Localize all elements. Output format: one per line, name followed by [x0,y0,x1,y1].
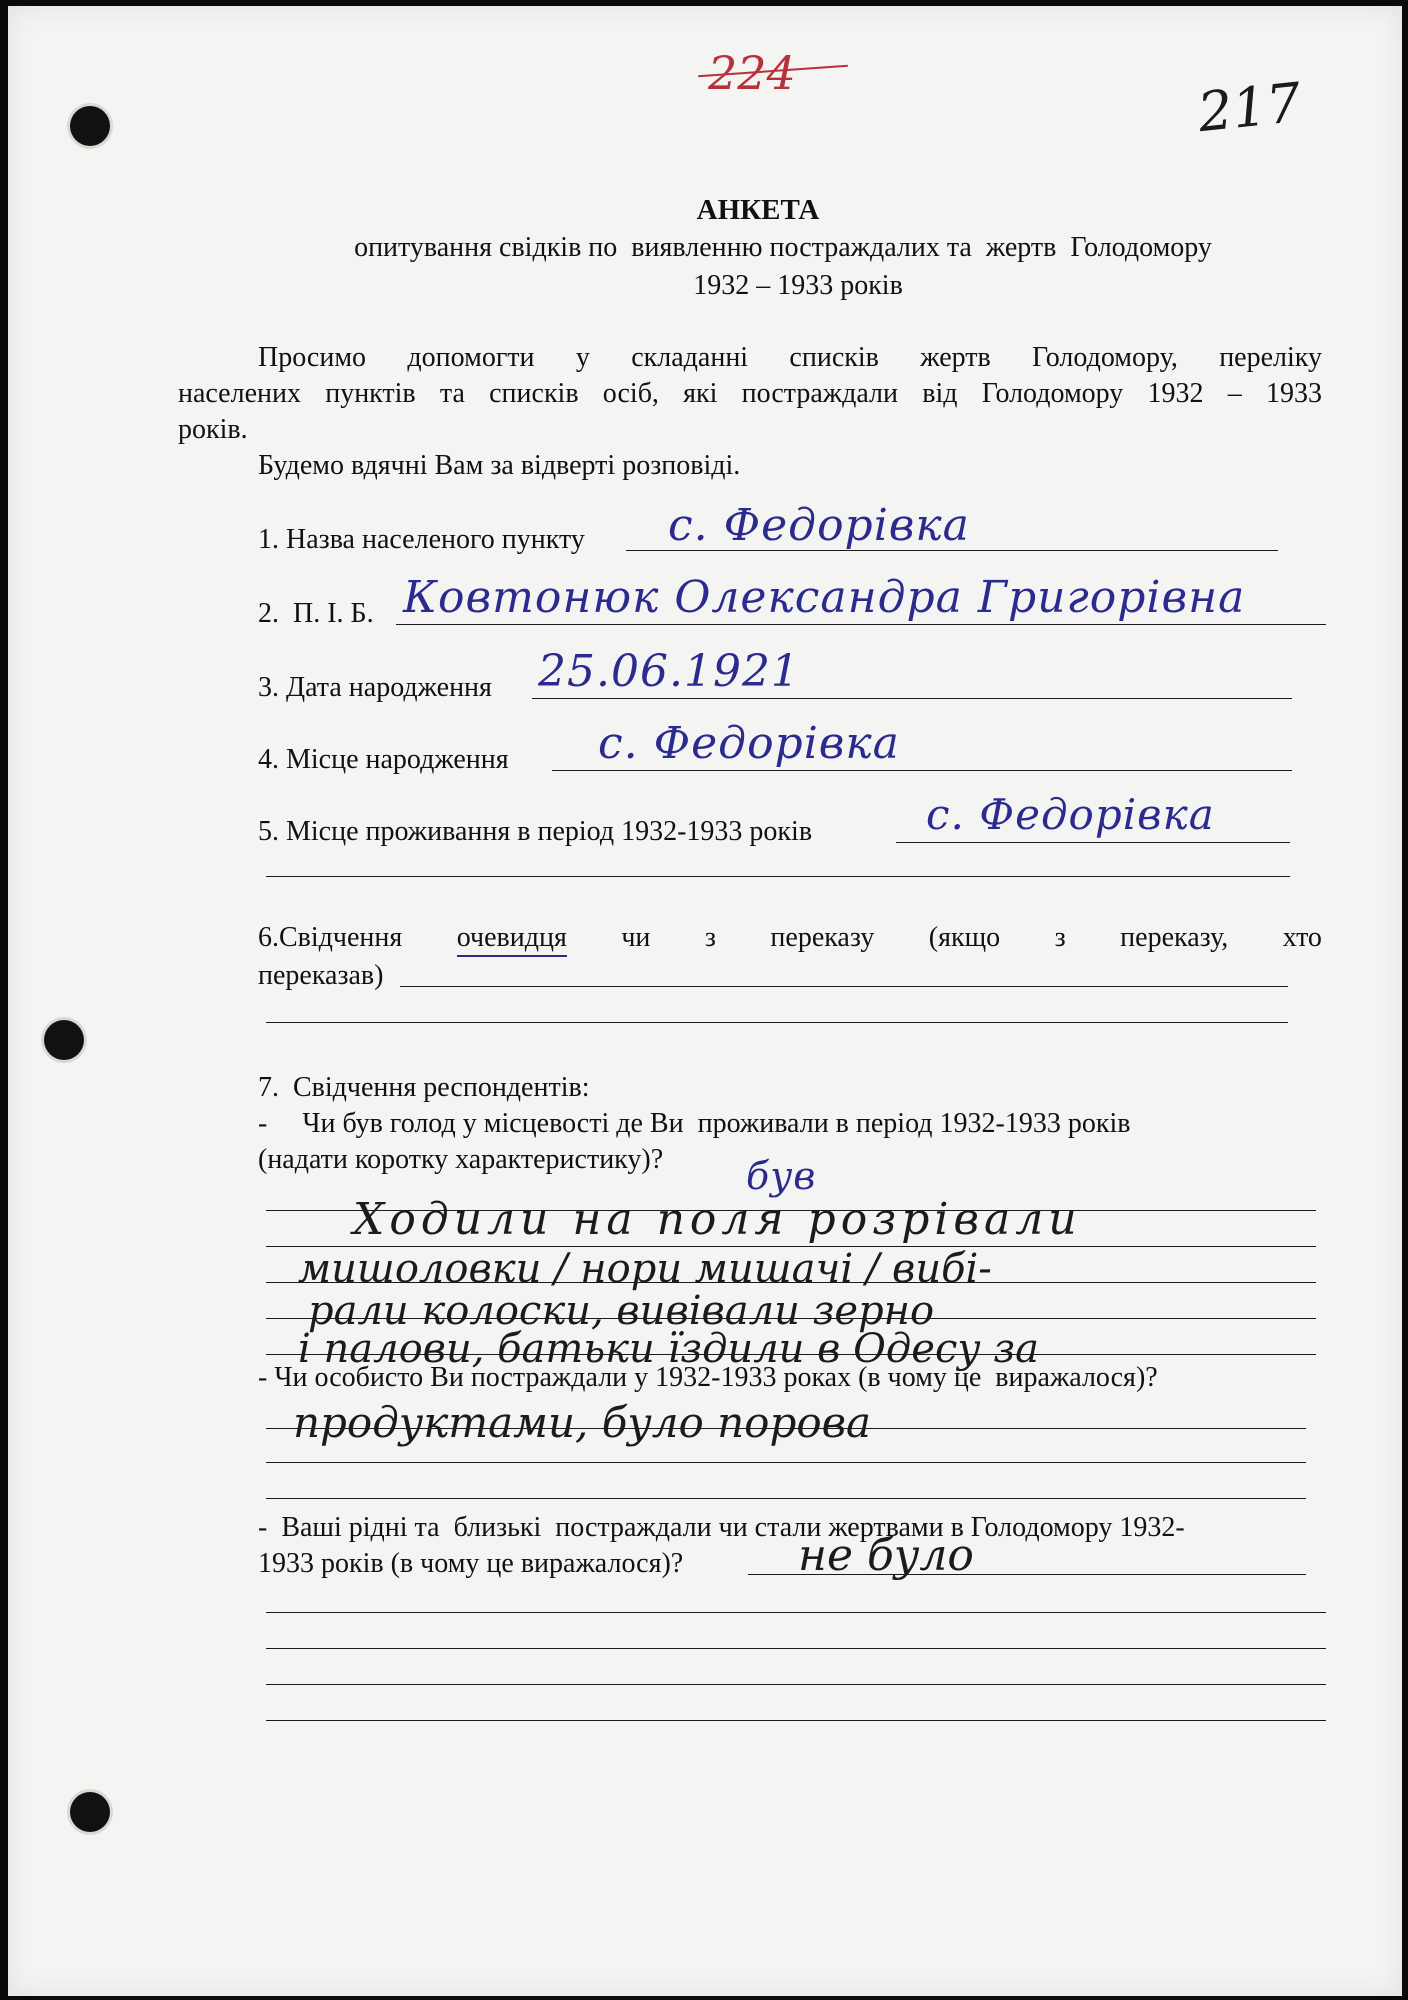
answer-line-7 [266,1462,1306,1463]
q4-label: 4. Місце народження [258,744,509,775]
struck-archive-number: 224 [708,46,796,100]
answer-line-8 [266,1498,1306,1499]
q6-word: чи [621,922,651,953]
q5-label: 5. Місце проживання в період 1932-1933 років [258,816,813,847]
q7-label: 7. Свідчення респондентів: [258,1072,590,1103]
form-subtitle-1: опитування свідків по виявленню постраждалих та жертв Голодомору [354,232,1212,263]
q6-word: 6.Свідчення [258,922,403,953]
q6-underline-2 [266,1022,1288,1023]
q3-handwritten-value: 25.06.1921 [538,646,800,697]
q6-word: переказу, [1120,922,1229,953]
answer-line-6 [266,1428,1306,1429]
q6-word: з [704,922,716,953]
q2-underline [396,624,1326,625]
answer-line-12 [266,1684,1326,1685]
punch-hole-top [70,106,110,146]
punch-hole-bottom [70,1792,110,1832]
answer3-handwritten: не було [798,1530,974,1581]
q6-word: переказу [770,922,875,953]
q7-sub2: - Чи особисто Ви постраждали у 1932-1933 роках (в чому це виражалося)? [258,1362,1158,1393]
q6-underline [400,986,1288,987]
answer-line-13 [266,1720,1326,1721]
q6-word: хто [1282,922,1322,953]
intro-line-2: населених пунктів та списків осіб, які постраждали від Голодомору 1932 – 1933 [178,378,1322,409]
q2-label: 2. П. І. Б. [258,598,374,629]
q7-sub3-line-2: 1933 років (в чому це виражалося)? [258,1548,684,1579]
q6-word: з [1054,922,1066,953]
q6-word: (якщо [928,922,1001,953]
q5-underline-2 [266,876,1290,877]
q1-label: 1. Назва населеного пункту [258,524,585,555]
q3-label: 3. Дата народження [258,672,492,703]
answer1-handwritten-line-3: рали колоски, вивівали зерно [308,1288,935,1334]
answer-line-9 [748,1574,1306,1575]
q7-sub1-line-1: - Чи був голод у місцевості де Ви проживали в період 1932-1933 років [258,1108,1131,1139]
q1-handwritten-value: с. Федорівка [668,500,970,551]
archive-page-number: 217 [1194,70,1305,145]
answer1-handwritten-line-5: продуктами, було порова [293,1398,872,1447]
q7-sub1-line-2: (надати коротку характеристику)? [258,1144,664,1175]
q4-handwritten-value: с. Федорівка [598,718,900,769]
answer1-handwritten-line-4: і палови, батьки їздили в Одесу за [298,1326,1039,1372]
q6-line-2: переказав) [258,960,384,991]
answer-line-11 [266,1648,1326,1649]
answer1-handwritten-line-1: Ходили на поля розрівали [353,1194,1082,1245]
q7-sub3-line-1: - Ваші рідні та близькі постраждали чи стали жертвами в Голодомору 1932- [258,1512,1185,1543]
document-page [8,6,1402,1996]
answer1-top-word: був [746,1154,817,1198]
form-subtitle-2: 1932 – 1933 років [693,270,903,301]
answer1-handwritten-line-2: мишоловки / нори мишачі / вибі- [298,1246,992,1292]
intro-line-1: Просимо допомогти у складанні списків жертв Голодомору, переліку [258,342,1322,373]
form-title: АНКЕТА [696,194,820,226]
q6-line-1 [258,920,1322,957]
q3-underline [532,698,1292,699]
q6-word-eyewitness: очевидця [457,920,567,957]
intro-line-4: Будемо вдячні Вам за відверті розповіді. [258,450,741,481]
answer-line-10 [266,1612,1326,1613]
q5-underline [896,842,1290,843]
q4-underline [552,770,1292,771]
q5-handwritten-value: с. Федорівка [926,790,1215,839]
q2-handwritten-value: Ковтонюк Олександра Григорівна [403,572,1246,623]
punch-hole-middle [44,1020,84,1060]
intro-line-3: років. [178,414,248,445]
